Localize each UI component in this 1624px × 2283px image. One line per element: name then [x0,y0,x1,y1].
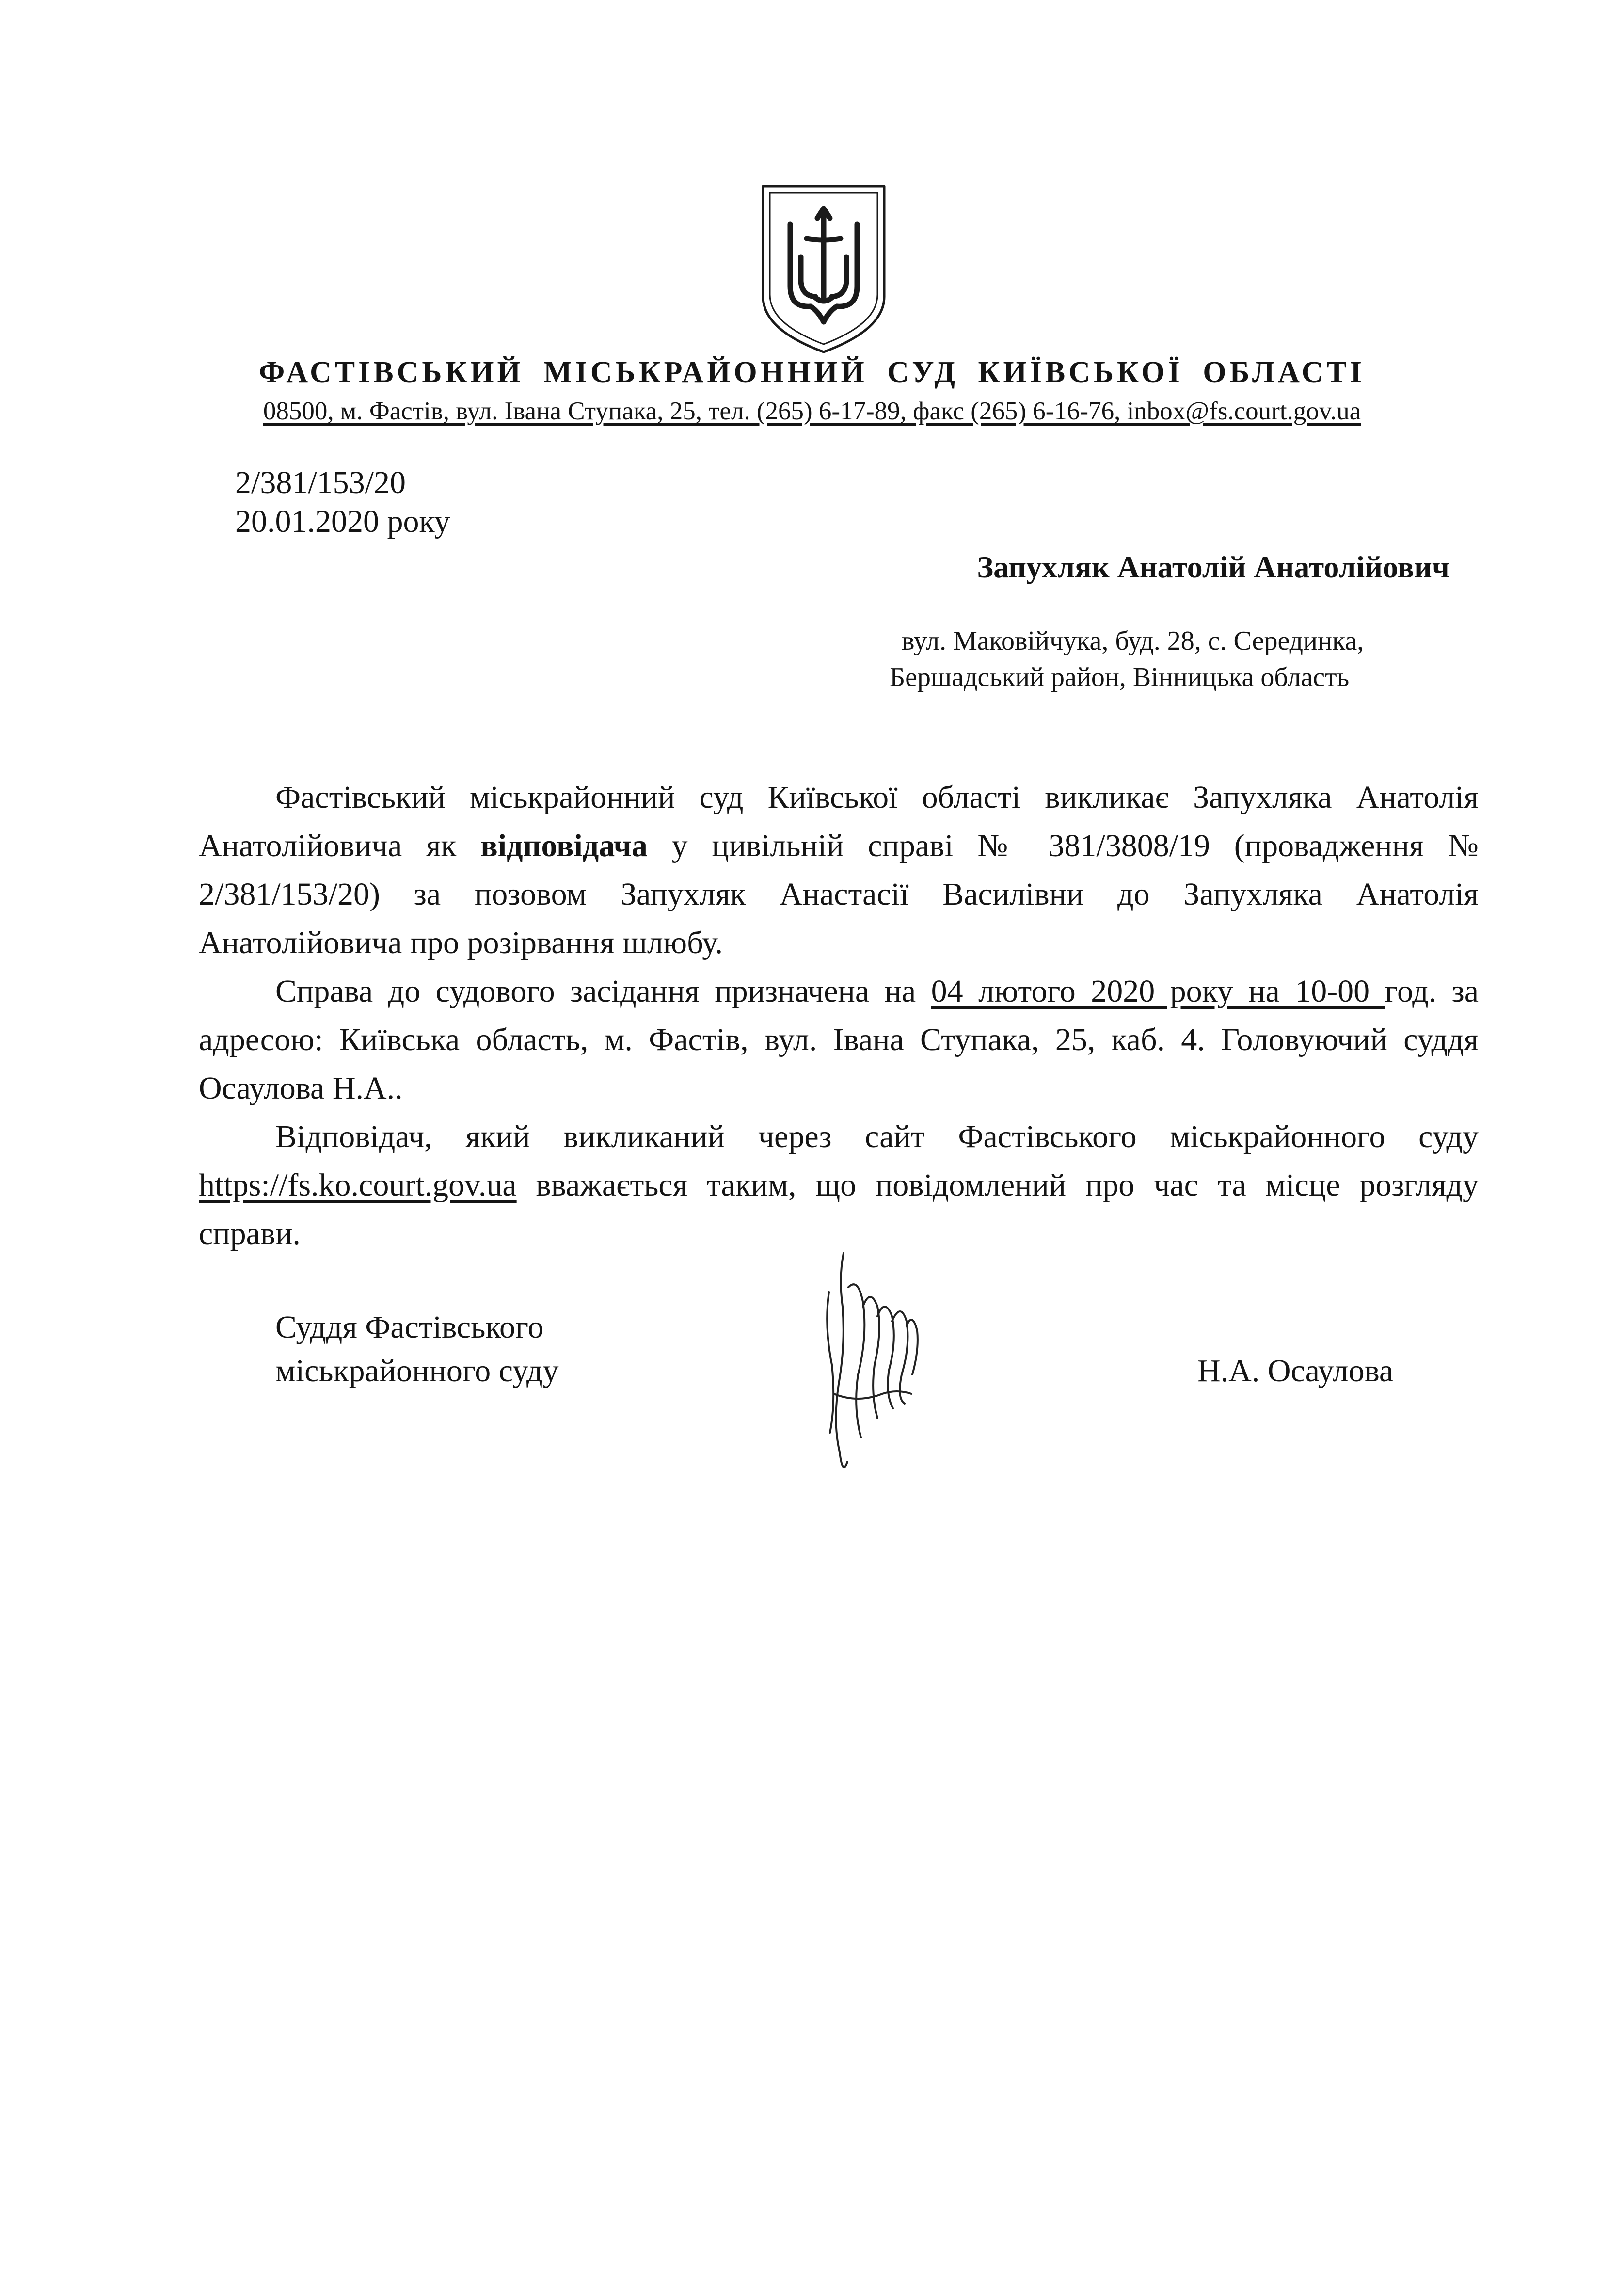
handwritten-signature [785,1248,950,1481]
respondent-role: відповідача [480,828,648,863]
reference-date: 20.01.2020 року [235,504,450,539]
court-website-link[interactable]: https://fs.ko.court.gov.ua [199,1167,517,1203]
signatory-title-line1: Суддя Фастівського [275,1309,544,1345]
letter-body [199,773,1479,1258]
body-paragraph-summons: Фастівський міськрайонний суд Київської області викликає Запухляка Анатолія Анатолійовича як відповідача у цивільній справі № 381/3808/19 (провадження № 2/381/153/20) за позовом Запухляк Анастасії Василівни до Запухляка Анатолія Анатолійовича про розірвання шлюбу. [199,780,1479,960]
signatory-title-line2: міськрайонного суду [275,1353,559,1389]
court-contact-address: 08500, м. Фастів, вул. Івана Ступака, 25, тел. (265) 6-17-89, факс (265) 6-16-76, inbox@fs.court.gov.ua [263,397,1361,425]
reference-number: 2/381/153/20 [235,465,406,500]
trident-coat-of-arms-icon [760,184,887,354]
court-name-heading: ФАСТІВСЬКИЙ МІСЬКРАЙОННИЙ СУД КИЇВСЬКОЇ ОБЛАСТІ [258,356,1366,389]
body-paragraph-hearing: Справа до судового засідання призначена на 04 лютого 2020 року на 10-00 год. за адресою: Київська область, м. Фастів, вул. Івана Ступака, 25, каб. 4. Головуючий суддя Осаулова Н.А.. [199,974,1479,1106]
judge-name: Н.А. Осаулова [1197,1353,1394,1389]
recipient-address-line1: вул. Маковійчука, буд. 28, с. Серединка, [902,626,1364,656]
body-paragraph-notice: Відповідач, який викликаний через сайт Фастівського міськрайонного суду https://fs.ko.court.gov.ua вважається таким, що повідомлений про час та місце розгляду справи. [199,1119,1479,1251]
recipient-name: Запухляк Анатолій Анатолійович [977,550,1449,584]
recipient-address-line2: Бершадський район, Вінницька область [890,662,1350,692]
hearing-datetime: 04 лютого 2020 року на 10-00 [931,974,1385,1009]
